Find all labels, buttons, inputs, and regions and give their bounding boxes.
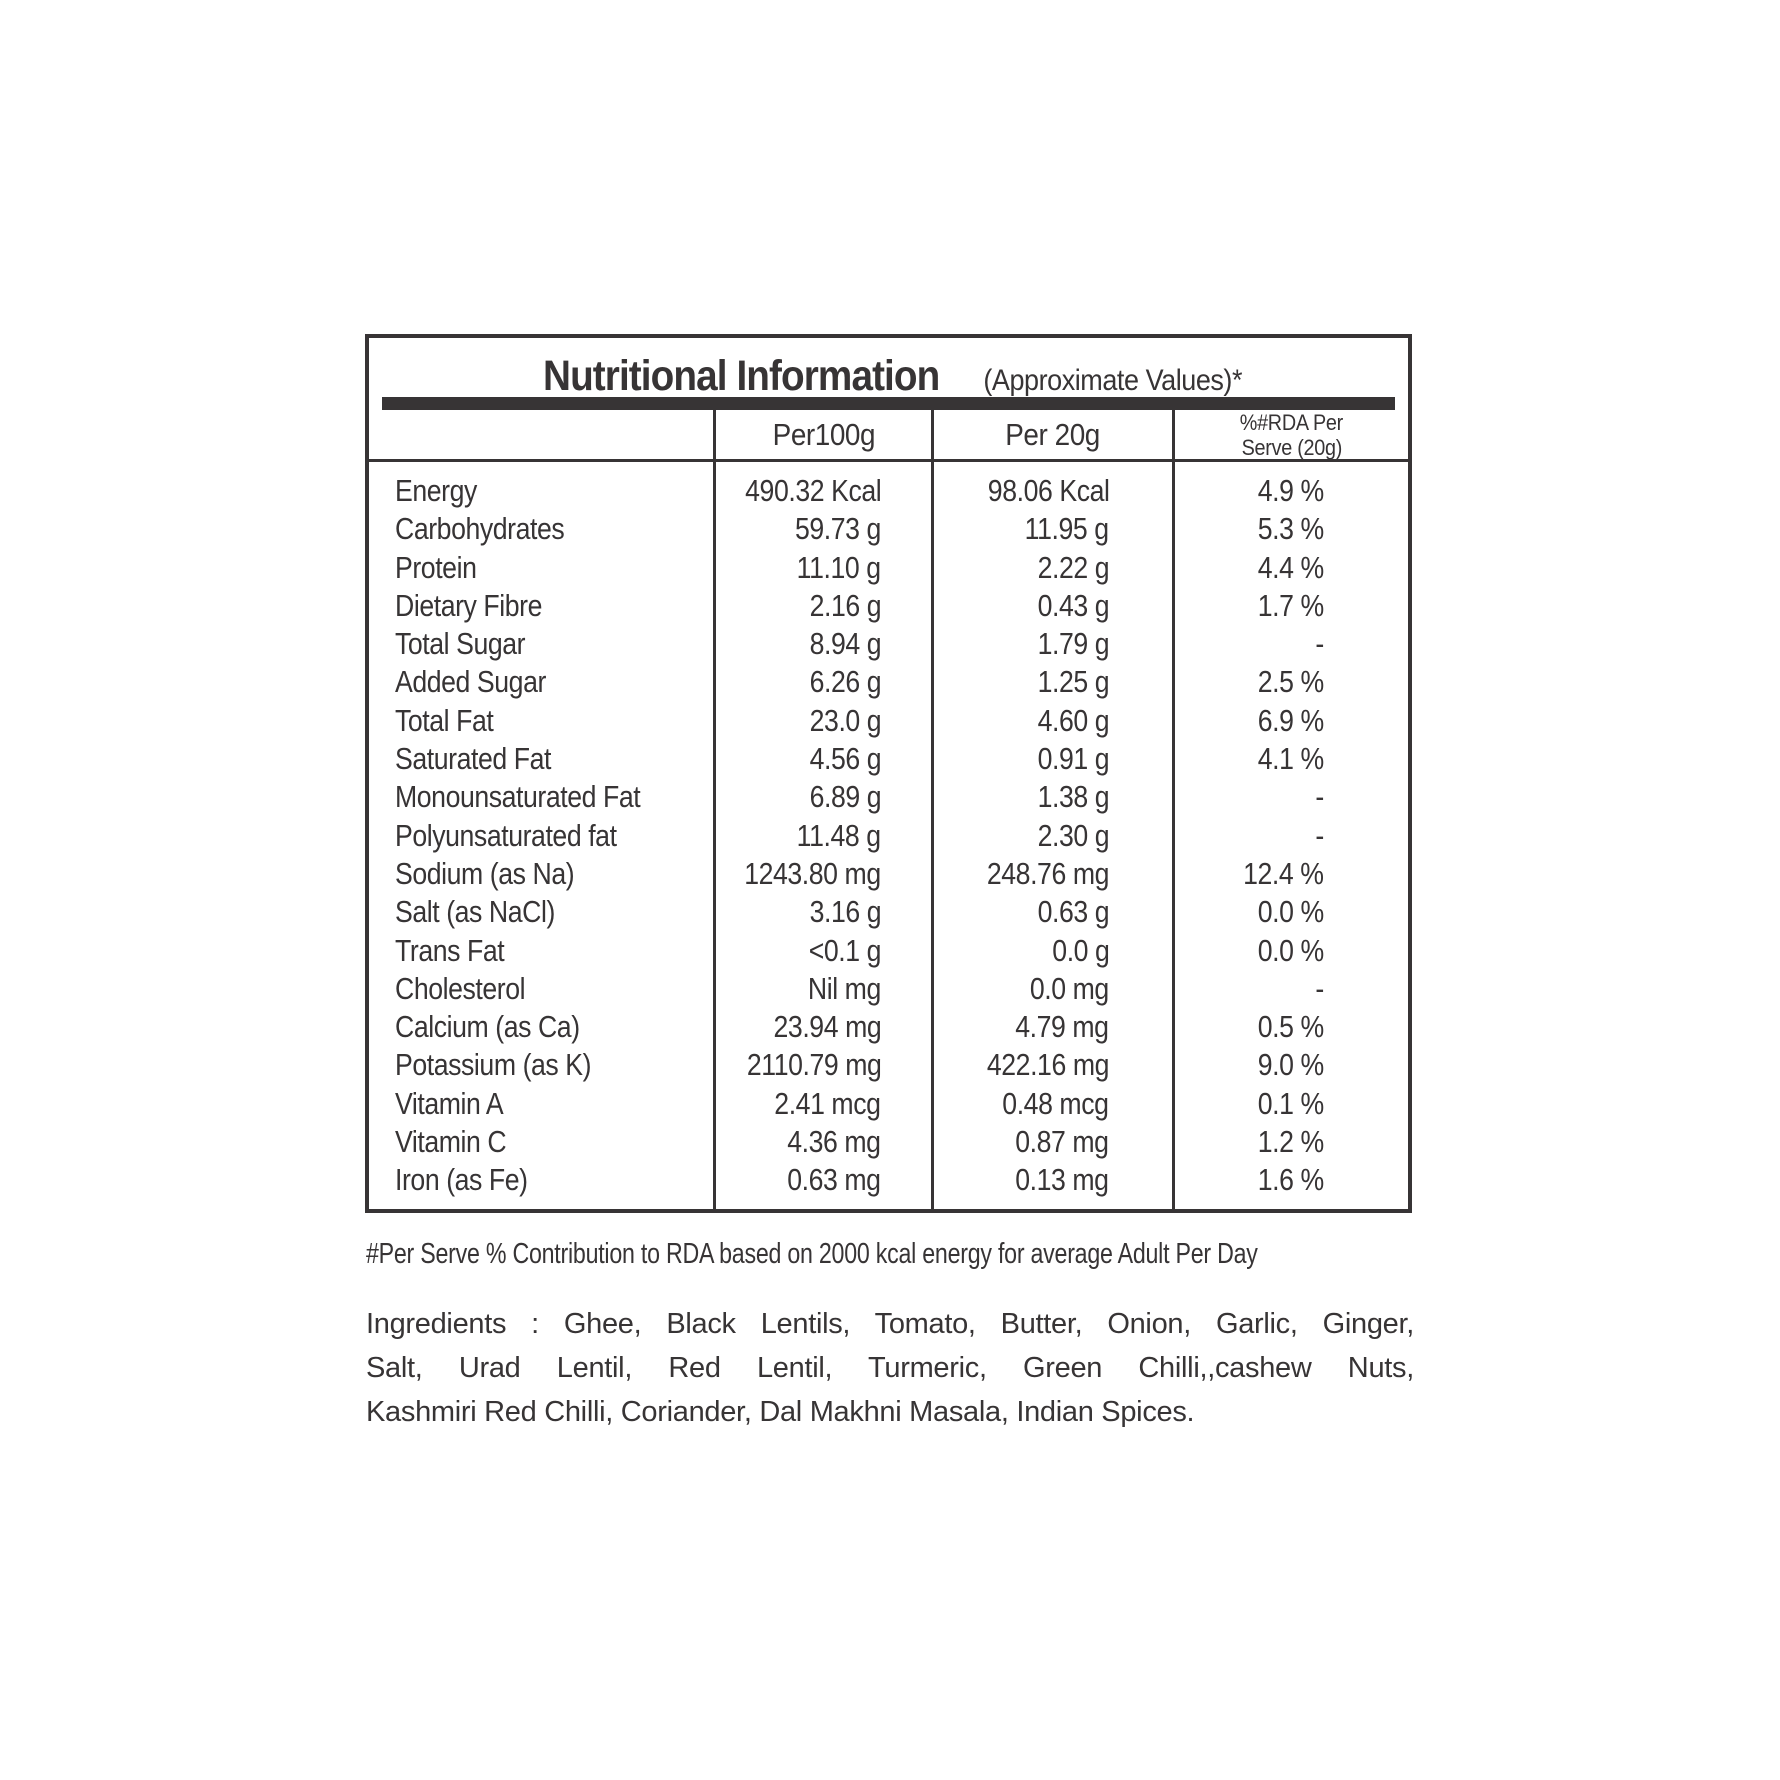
value-rda-percent: - xyxy=(1172,970,1408,1008)
rda-footnote: #Per Serve % Contribution to RDA based on 2000 kcal energy for average Adult Per Day xyxy=(366,1238,1258,1270)
nutrition-table xyxy=(369,410,1408,1209)
value-per100g: <0.1 g xyxy=(713,932,931,970)
ingredients-line: Salt, Urad Lentil, Red Lentil, Turmeric, Green Chilli,,cashew Nuts, xyxy=(366,1352,1414,1384)
panel-title-note: (Approximate Values)* xyxy=(983,364,1243,397)
value-per100g: 11.10 g xyxy=(713,549,931,587)
value-rda-percent: 9.0 % xyxy=(1172,1046,1408,1084)
nutrient-label: Protein xyxy=(395,549,477,585)
value-per20g: 0.87 mg xyxy=(931,1123,1172,1161)
value-per100g: 4.56 g xyxy=(713,740,931,778)
value-rda-percent: 5.3 % xyxy=(1172,510,1408,548)
value-per20g: 0.91 g xyxy=(931,740,1172,778)
value-rda-percent: 1.6 % xyxy=(1172,1161,1408,1208)
value-per100g: 4.36 mg xyxy=(713,1123,931,1161)
header-per20g: Per 20g xyxy=(931,410,1172,462)
panel-title xyxy=(369,338,1408,400)
value-rda-percent: 1.7 % xyxy=(1172,587,1408,625)
value-rda-percent: 0.0 % xyxy=(1172,932,1408,970)
value-per100g: 0.63 mg xyxy=(713,1161,931,1208)
value-per100g: 6.89 g xyxy=(713,778,931,816)
value-per20g: 248.76 mg xyxy=(931,855,1172,893)
nutrient-label: Salt (as NaCl) xyxy=(395,894,555,930)
value-per100g: 2.16 g xyxy=(713,587,931,625)
value-per20g: 2.22 g xyxy=(931,549,1172,587)
nutrient-label: Calcium (as Ca) xyxy=(395,1009,580,1045)
value-per20g: 0.0 g xyxy=(931,932,1172,970)
value-per20g: 4.79 mg xyxy=(931,1008,1172,1046)
nutrient-label: Vitamin C xyxy=(395,1124,507,1160)
ingredients-line: Ingredients : Ghee, Black Lentils, Tomato, Butter, Onion, Garlic, Ginger, xyxy=(366,1308,1414,1340)
value-rda-percent: 0.0 % xyxy=(1172,893,1408,931)
value-rda-percent: 12.4 % xyxy=(1172,855,1408,893)
nutrient-label: Total Fat xyxy=(395,702,494,738)
value-rda-percent: 1.2 % xyxy=(1172,1123,1408,1161)
nutrient-label: Carbohydrates xyxy=(395,511,565,547)
value-rda-percent: 2.5 % xyxy=(1172,663,1408,701)
ingredients-line: Kashmiri Red Chilli, Coriander, Dal Makhni Masala, Indian Spices. xyxy=(366,1396,1195,1428)
value-per20g: 4.60 g xyxy=(931,702,1172,740)
value-rda-percent: - xyxy=(1172,778,1408,816)
value-rda-percent: 0.5 % xyxy=(1172,1008,1408,1046)
value-per100g: 3.16 g xyxy=(713,893,931,931)
value-per100g: 2.41 mcg xyxy=(713,1085,931,1123)
nutrient-label: Monounsaturated Fat xyxy=(395,779,641,815)
nutrition-panel xyxy=(365,334,1412,1213)
value-per20g: 1.25 g xyxy=(931,663,1172,701)
value-per100g: 490.32 Kcal xyxy=(713,462,931,510)
nutrient-label: Added Sugar xyxy=(395,664,546,700)
value-rda-percent: - xyxy=(1172,817,1408,855)
value-per100g: 6.26 g xyxy=(713,663,931,701)
value-per20g: 0.13 mg xyxy=(931,1161,1172,1208)
value-per20g: 98.06 Kcal xyxy=(931,462,1172,510)
value-per20g: 1.79 g xyxy=(931,625,1172,663)
value-per20g: 422.16 mg xyxy=(931,1046,1172,1084)
value-per100g: 8.94 g xyxy=(713,625,931,663)
value-per100g: 23.0 g xyxy=(713,702,931,740)
value-rda-percent: 4.1 % xyxy=(1172,740,1408,778)
value-per20g: 1.38 g xyxy=(931,778,1172,816)
value-rda-percent: 4.9 % xyxy=(1172,462,1408,510)
value-per20g: 2.30 g xyxy=(931,817,1172,855)
ingredients-block xyxy=(366,1302,1414,1434)
value-per100g: 11.48 g xyxy=(713,817,931,855)
nutrient-label: Potassium (as K) xyxy=(395,1047,592,1083)
nutrient-label: Sodium (as Na) xyxy=(395,855,575,891)
value-per100g: 2110.79 mg xyxy=(713,1046,931,1084)
nutrient-label: Vitamin A xyxy=(395,1085,504,1121)
value-per100g: Nil mg xyxy=(713,970,931,1008)
header-per100g: Per100g xyxy=(713,410,931,462)
nutrient-label: Dietary Fibre xyxy=(395,587,543,623)
value-per20g: 0.48 mcg xyxy=(931,1085,1172,1123)
nutrient-label: Polyunsaturated fat xyxy=(395,817,617,853)
header-nutrient xyxy=(369,410,713,462)
nutrient-label: Total Sugar xyxy=(395,626,526,662)
value-per20g: 0.63 g xyxy=(931,893,1172,931)
value-per20g: 11.95 g xyxy=(931,510,1172,548)
value-per100g: 23.94 mg xyxy=(713,1008,931,1046)
value-rda-percent: - xyxy=(1172,625,1408,663)
nutrient-label: Cholesterol xyxy=(395,970,526,1006)
panel-title-main: Nutritional Information xyxy=(542,352,939,400)
value-per100g: 59.73 g xyxy=(713,510,931,548)
value-per20g: 0.0 mg xyxy=(931,970,1172,1008)
value-rda-percent: 0.1 % xyxy=(1172,1085,1408,1123)
nutrient-label: Energy xyxy=(395,473,477,508)
value-per100g: 1243.80 mg xyxy=(713,855,931,893)
nutrient-label: Saturated Fat xyxy=(395,741,551,777)
header-rda-per-serve: %#RDA Per Serve (20g) xyxy=(1172,410,1408,462)
value-rda-percent: 6.9 % xyxy=(1172,702,1408,740)
nutrient-label: Iron (as Fe) xyxy=(395,1162,528,1198)
value-rda-percent: 4.4 % xyxy=(1172,549,1408,587)
value-per20g: 0.43 g xyxy=(931,587,1172,625)
nutrient-label: Trans Fat xyxy=(395,932,505,968)
